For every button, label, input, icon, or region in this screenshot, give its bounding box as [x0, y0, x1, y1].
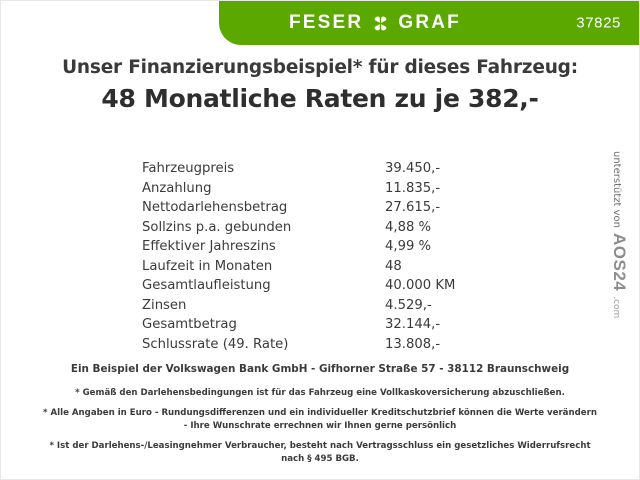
figure-value: 39.450,- — [385, 161, 441, 176]
table-row — [142, 276, 502, 296]
sponsor-logo: AOS24 — [610, 232, 629, 292]
figure-value: 13.808,- — [385, 336, 441, 352]
figure-label: Sollzins p.a. gebunden — [142, 219, 292, 235]
figure-label: Schlussrate (49. Rate) — [142, 336, 289, 352]
figure-value: 32.144,- — [385, 317, 441, 332]
table-row — [142, 257, 502, 277]
brand-logo — [289, 12, 461, 34]
four-leaf-clover-icon — [372, 15, 389, 32]
title-line-2: 48 Monatliche Raten zu je 382,- — [101, 84, 539, 113]
table-row — [142, 296, 502, 316]
brand-header — [219, 1, 639, 45]
footnote-1 — [17, 387, 623, 400]
title-line-1: Unser Finanzierungsbeispiel* für dieses Fahrzeug: — [62, 57, 578, 78]
figure-label: Zinsen — [142, 297, 187, 313]
figure-value: 4,99 % — [385, 239, 432, 254]
footnote-3-line-2: nach § 495 BGB. — [281, 454, 359, 464]
page-title — [1, 57, 639, 113]
footnote-3 — [17, 440, 623, 466]
table-row — [142, 179, 502, 199]
footnote-3-line-1: * Ist der Darlehens-/Leasingnehmer Verbraucher, besteht nach Vertragsschluss ein gesetzliches Widerrufsrecht — [49, 441, 591, 451]
figure-label: Nettodarlehensbetrag — [142, 200, 288, 215]
figure-value: 27.615,- — [385, 200, 441, 215]
figure-label: Anzahlung — [142, 180, 212, 196]
figure-value: 4.529,- — [385, 297, 432, 313]
brand-name-right: GRAF — [398, 12, 461, 33]
figure-label: Gesamtbetrag — [142, 317, 237, 332]
figure-label: Fahrzeugpreis — [142, 161, 235, 176]
brand-name-left: FESER — [289, 12, 364, 33]
vehicle-id: 37825 — [576, 14, 621, 32]
figure-value: 48 — [385, 258, 402, 274]
sponsor-suffix: .com — [611, 296, 621, 319]
table-row — [142, 218, 502, 238]
footnote-2-line-2: - Ihre Wunschrate errechnen wir Ihnen gerne persönlich — [183, 421, 457, 431]
figure-label: Gesamtlaufleistung — [142, 278, 271, 293]
figure-value: 11.835,- — [385, 180, 441, 196]
figure-value: 40.000 KM — [385, 278, 456, 293]
footnote-2-line-1: * Alle Angaben in Euro - Rundungsdifferenzen und ein individueller Kreditschutzbrief können die Werte verändern — [43, 408, 597, 418]
footnote-1-line-1: * Gemäß den Darlehensbedingungen ist für das Fahrzeug eine Vollkaskoversicherung abzuschließen. — [75, 388, 565, 398]
table-row — [142, 159, 502, 179]
figure-label: Effektiver Jahreszins — [142, 239, 276, 254]
table-row — [142, 315, 502, 335]
sponsor-watermark — [607, 151, 633, 351]
table-row — [142, 198, 502, 218]
footnotes — [1, 387, 639, 473]
sponsor-prefix: unterstützt von — [611, 151, 622, 228]
footnote-2 — [17, 407, 623, 433]
table-row — [142, 335, 502, 355]
finance-figures-table — [142, 159, 502, 354]
figure-value: 4,88 % — [385, 219, 432, 235]
table-row — [142, 237, 502, 257]
bank-disclosure-line: Ein Beispiel der Volkswagen Bank GmbH - Gifhorner Straße 57 - 38112 Braunschweig — [70, 363, 570, 375]
figure-label: Laufzeit in Monaten — [142, 258, 273, 274]
